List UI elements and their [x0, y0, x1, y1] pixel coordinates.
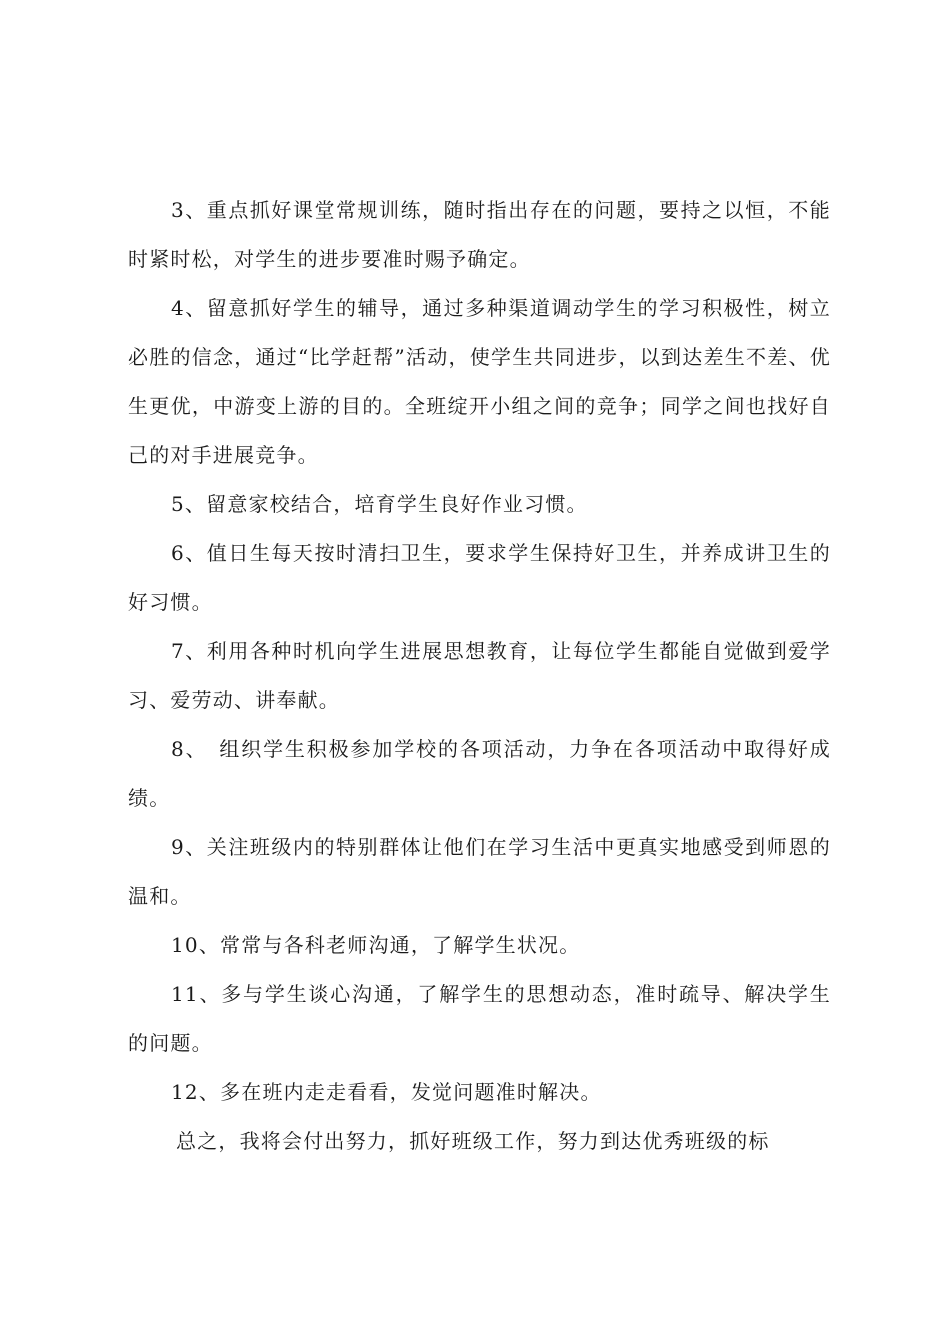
paragraph-item-12: 12、多在班内走走看看，发觉问题准时解决。 — [171, 1080, 602, 1104]
paragraph-item-9: 9、关注班级内的特别群体让他们在学习生活中更真实地感受到师恩的温和。 — [128, 835, 831, 908]
paragraph-item-10: 10、常常与各科老师沟通，了解学生状况。 — [171, 933, 581, 957]
summary-paragraph: 总之，我将会付出努力，抓好班级工作，努力到达优秀班级的标 — [176, 1129, 770, 1153]
paragraph-item-3: 3、重点抓好课堂常规训练，随时指出存在的问题，要持之以恒，不能时紧时松，对学生的进步要准时赐予确定。 — [128, 198, 831, 271]
paragraph-item-11: 11、多与学生谈心沟通，了解学生的思想动态，准时疏导、解决学生的问题。 — [128, 982, 831, 1055]
paragraph-item-4: 4、留意抓好学生的辅导，通过多种渠道调动学生的学习积极性，树立必胜的信念，通过“比学赶帮”活动，使学生共同进步，以到达差生不差、优生更优，中游变上游的目的。全班绽开小组之间的竞争；同学之间也找好自己的对手进展竞争。 — [128, 296, 831, 467]
paragraph-item-5: 5、留意家校结合，培育学生良好作业习惯。 — [171, 492, 588, 516]
paragraph-item-7: 7、利用各种时机向学生进展思想教育，让每位学生都能自觉做到爱学习、爱劳动、讲奉献。 — [128, 639, 831, 712]
paragraph-item-6: 6、值日生每天按时清扫卫生，要求学生保持好卫生，并养成讲卫生的好习惯。 — [128, 541, 831, 614]
paragraph-item-8: 8、 组织学生积极参加学校的各项活动，力争在各项活动中取得好成绩。 — [128, 737, 831, 810]
document-body — [128, 186, 831, 1166]
